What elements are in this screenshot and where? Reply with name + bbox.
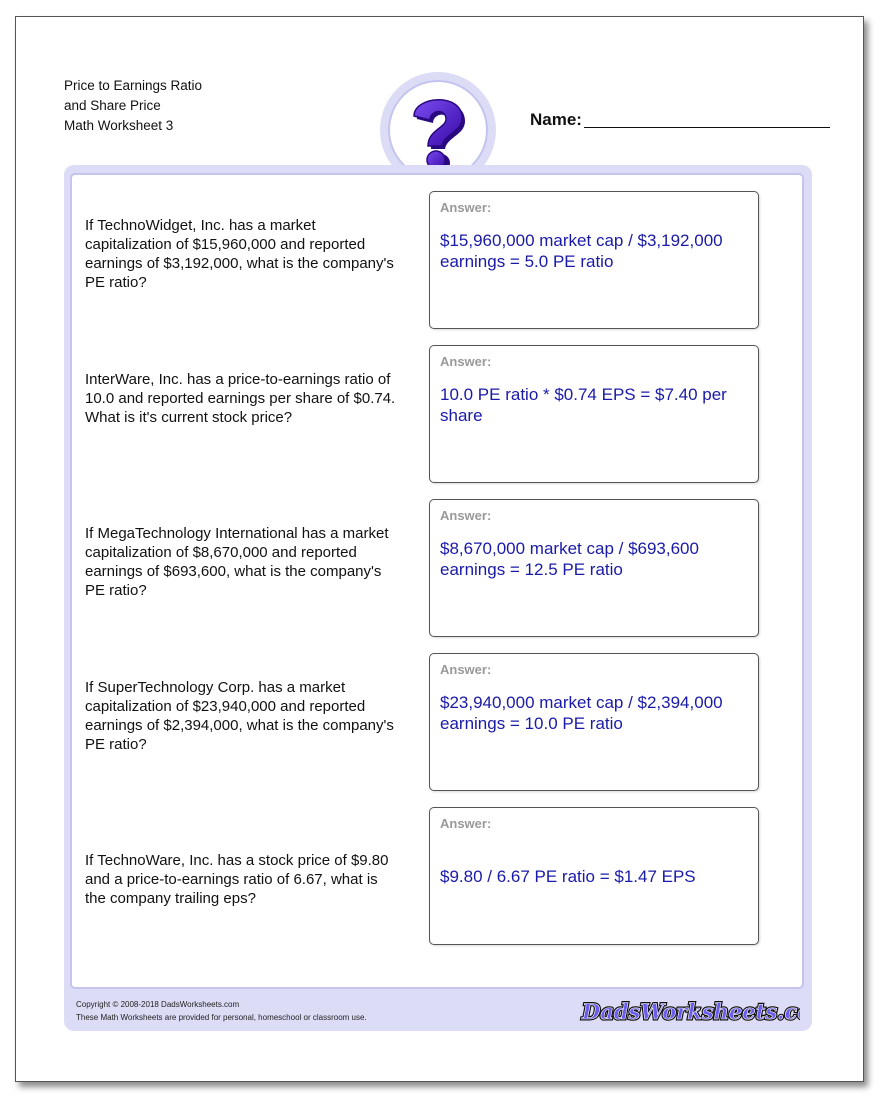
name-label: Name: (530, 110, 582, 129)
answer-label: Answer: (440, 354, 492, 369)
question-5: If TechnoWare, Inc. has a stock price of $9.80 and a price-to-earnings ratio of 6.67, what is the company trailing eps? (85, 852, 389, 907)
answer-label: Answer: (440, 662, 492, 677)
answer-text-1: $15,960,000 market cap / $3,192,000 earnings = 5.0 PE ratio (440, 231, 723, 271)
answer-label: Answer: (440, 816, 492, 831)
question-2: InterWare, Inc. has a price-to-earnings ratio of 10.0 and reported earnings per share of $0.74. What is it's current stock price? (85, 371, 396, 426)
name-blank-line[interactable] (584, 127, 830, 128)
answer-text-3: $8,670,000 market cap / $693,600 earnings = 12.5 PE ratio (440, 539, 699, 579)
answer-box-3 (429, 499, 759, 637)
answer-label: Answer: (440, 200, 492, 215)
answer-box-5 (429, 807, 759, 945)
answer-text-4: $23,940,000 market cap / $2,394,000 earnings = 10.0 PE ratio (440, 693, 723, 733)
worksheet-title-line-3: Math Worksheet 3 (64, 118, 174, 133)
logo-text-shadow: DadsWorksheets.c (582, 999, 798, 1024)
question-1: If TechnoWidget, Inc. has a market capitalization of $15,960,000 and reported earnings of $3,192,000, what is the company's PE ratio? (85, 217, 394, 291)
answer-box-4 (429, 653, 759, 791)
question-3: If MegaTechnology International has a market capitalization of $8,670,000 and reported earnings of $693,600, what is the company's PE ratio? (85, 525, 389, 599)
usage-notice: These Math Worksheets are provided for personal, homeschool or classroom use. (76, 1013, 367, 1022)
answer-box-1 (429, 191, 759, 329)
answer-label: Answer: (440, 508, 492, 523)
dadsworksheets-logo (578, 996, 800, 1026)
worksheet-title-line-1: Price to Earnings Ratio (64, 78, 203, 93)
copyright-text: Copyright © 2008-2018 DadsWorksheets.com (76, 1000, 240, 1009)
logo-text: DadsWorksheets.c (582, 999, 798, 1024)
worksheet-title-line-2: and Share Price (64, 98, 161, 113)
question-4: If SuperTechnology Corp. has a market capitalization of $23,940,000 and reported earnings of $2,394,000, what is the company's PE ratio? (85, 679, 394, 753)
footer-copyright (76, 998, 367, 1024)
answer-text-5: $9.80 / 6.67 PE ratio = $1.47 EPS (440, 867, 696, 886)
answer-text-2: 10.0 PE ratio * $0.74 EPS = $7.40 per share (440, 385, 727, 425)
answer-box-2 (429, 345, 759, 483)
